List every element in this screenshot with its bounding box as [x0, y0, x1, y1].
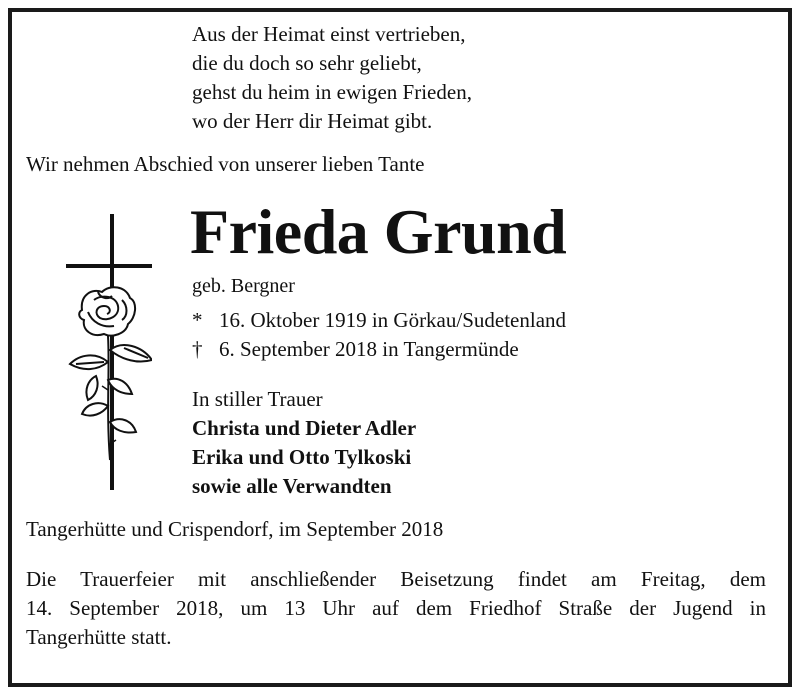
mourner-name: sowie alle Verwandten [192, 474, 392, 498]
mourner-name: Christa und Dieter Adler [192, 416, 417, 440]
maiden-name: geb. Bergner [192, 275, 295, 297]
death-symbol: † [192, 337, 203, 361]
intro-text: Wir nehmen Abschied von unserer lieben Tante [26, 152, 425, 176]
mourners-heading: In stiller Trauer [192, 387, 323, 411]
cross-with-rose-icon [52, 200, 152, 490]
mourners [192, 385, 416, 501]
poem-line: die du doch so sehr geliebt, [192, 51, 422, 75]
funeral-service-notice [26, 565, 766, 652]
birth-date: 16. Oktober 1919 in Görkau/Sudetenland [219, 308, 567, 332]
service-line: Die Trauerfeier mit anschließender Beisetzung findet am Freitag, dem [26, 567, 766, 591]
birth-symbol: * [192, 308, 203, 332]
death-row [192, 335, 566, 364]
life-dates [192, 306, 566, 364]
mourner-name: Erika und Otto Tylkoski [192, 445, 412, 469]
deceased-name: Frieda Grund [190, 196, 567, 267]
poem-line: gehst du heim in ewigen Frieden, [192, 80, 472, 104]
service-line: Tangerhütte statt. [26, 625, 172, 649]
poem [192, 20, 472, 136]
poem-line: Aus der Heimat einst vertrieben, [192, 22, 466, 46]
place-and-date: Tangerhütte und Crispendorf, im September 2018 [26, 517, 444, 541]
death-date: 6. September 2018 in Tangermünde [219, 337, 519, 361]
service-line: 14. September 2018, um 13 Uhr auf dem Friedhof Straße der Jugend in [26, 596, 766, 620]
birth-row [192, 306, 566, 335]
poem-line: wo der Herr dir Heimat gibt. [192, 109, 433, 133]
